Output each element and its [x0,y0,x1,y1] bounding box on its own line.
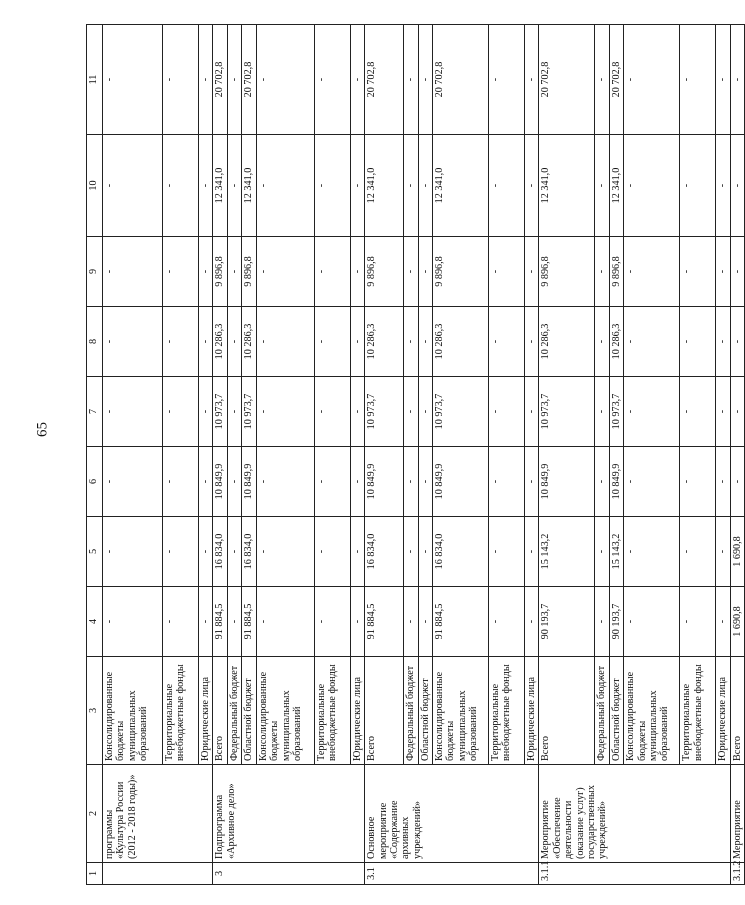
amount-cell: - [524,135,538,237]
funding-source-cell: Федеральный бюджет [404,657,418,765]
amount-cell: 90 193,7 [539,587,595,657]
amount-cell: - [716,237,730,307]
funding-table [86,24,745,885]
amount-cell: - [595,237,609,307]
amount-cell: - [227,447,241,517]
amount-cell: 10 973,7 [432,377,488,447]
amount-cell: - [256,237,314,307]
amount-cell: 9 896,8 [609,237,623,307]
amount-cell: - [314,587,350,657]
table-row [227,25,241,885]
amount-cell: - [350,587,364,657]
amount-cell: - [595,377,609,447]
amount-cell: - [524,447,538,517]
table-row [624,25,680,885]
amount-cell: - [680,135,716,237]
amount-cell: - [595,517,609,587]
table-row [365,25,404,885]
funding-source-cell: Областной бюджет [609,657,623,765]
amount-cell: - [595,135,609,237]
table-row [432,25,488,885]
amount-cell: - [680,447,716,517]
amount-cell: - [314,237,350,307]
amount-cell: - [227,237,241,307]
amount-cell: 10 973,7 [609,377,623,447]
column-header: 10 [87,135,103,237]
amount-cell: - [488,587,524,657]
amount-cell: - [350,377,364,447]
amount-cell: 20 702,8 [609,25,623,135]
table-row [716,25,730,885]
column-header: 8 [87,307,103,377]
amount-cell: 10 286,3 [539,307,595,377]
table-row [609,25,623,885]
amount-cell: - [103,517,163,587]
amount-cell: 15 143,2 [609,517,623,587]
table-row [680,25,716,885]
amount-cell: - [163,447,199,517]
table-row [404,25,418,885]
table-row [488,25,524,885]
amount-cell: 10 286,3 [213,307,227,377]
amount-cell: - [680,377,716,447]
amount-cell: - [418,377,432,447]
amount-cell: - [404,307,418,377]
amount-cell: - [199,135,213,237]
amount-cell: - [404,377,418,447]
amount-cell: 12 341,0 [213,135,227,237]
column-header: 4 [87,587,103,657]
funding-source-cell: Территориальные внебюджетные фонды [488,657,524,765]
amount-cell: - [163,25,199,135]
column-header: 2 [87,765,103,863]
funding-source-cell: Областной бюджет [418,657,432,765]
amount-cell: - [103,135,163,237]
table-row [539,25,595,885]
amount-cell: - [103,307,163,377]
amount-cell: 10 849,9 [609,447,623,517]
amount-cell: - [404,237,418,307]
column-header: 7 [87,377,103,447]
funding-source-cell: Консолидированные бюджеты муниципальных образований [256,657,314,765]
amount-cell: 10 286,3 [242,307,256,377]
amount-cell: 10 849,9 [365,447,404,517]
funding-source-cell: Юридические лица [199,657,213,765]
amount-cell: - [418,135,432,237]
amount-cell: - [680,517,716,587]
amount-cell: 10 973,7 [242,377,256,447]
table-row [256,25,314,885]
amount-cell: 91 884,5 [432,587,488,657]
funding-source-cell: Областной бюджет [242,657,256,765]
amount-cell: 16 834,0 [242,517,256,587]
amount-cell: - [256,135,314,237]
amount-cell: - [524,237,538,307]
amount-cell: - [680,237,716,307]
amount-cell: 10 973,7 [365,377,404,447]
amount-cell: - [524,517,538,587]
amount-cell: - [350,135,364,237]
funding-source-cell: Консолидированные бюджеты муниципальных образований [103,657,163,765]
funding-source-cell: Консолидированные бюджеты муниципальных образований [432,657,488,765]
amount-cell: - [199,587,213,657]
amount-cell: - [314,135,350,237]
amount-cell: 91 884,5 [242,587,256,657]
amount-cell: - [256,307,314,377]
table-row [242,25,256,885]
amount-cell: - [103,587,163,657]
amount-cell: 12 341,0 [432,135,488,237]
amount-cell: 9 896,8 [213,237,227,307]
amount-cell: - [524,25,538,135]
amount-cell: 16 834,0 [213,517,227,587]
amount-cell: 20 702,8 [213,25,227,135]
table-row [595,25,609,885]
amount-cell: - [256,587,314,657]
amount-cell: 12 341,0 [609,135,623,237]
amount-cell: - [227,517,241,587]
amount-cell: - [488,135,524,237]
amount-cell: 9 896,8 [432,237,488,307]
amount-cell: - [488,25,524,135]
amount-cell: - [256,377,314,447]
amount-cell: - [595,447,609,517]
amount-cell: - [163,377,199,447]
amount-cell: 10 286,3 [432,307,488,377]
table-row [524,25,538,885]
column-header: 1 [87,863,103,885]
funding-source-cell: Всего [730,657,744,765]
amount-cell: - [716,447,730,517]
program-name-cell: Мероприятие «Обеспечение деятельности (оказание услуг) государственных учреждений» [539,765,730,863]
funding-source-cell: Юридические лица [716,657,730,765]
funding-source-cell: Территориальные внебюджетные фонды [314,657,350,765]
amount-cell: - [404,447,418,517]
amount-cell: - [730,25,744,135]
amount-cell: 10 973,7 [539,377,595,447]
amount-cell: - [730,447,744,517]
amount-cell: 10 973,7 [213,377,227,447]
amount-cell: 20 702,8 [242,25,256,135]
amount-cell: - [227,587,241,657]
table-row [199,25,213,885]
funding-source-cell: Федеральный бюджет [227,657,241,765]
amount-cell: - [103,237,163,307]
amount-cell: - [595,307,609,377]
amount-cell: 10 286,3 [609,307,623,377]
amount-cell: - [716,307,730,377]
amount-cell: - [680,25,716,135]
program-name-cell: Основное мероприятие «Содержание архивных учреждений» [365,765,539,863]
amount-cell: 9 896,8 [539,237,595,307]
table-row [730,25,744,885]
amount-cell: - [103,447,163,517]
amount-cell: - [624,25,680,135]
amount-cell: - [418,307,432,377]
amount-cell: - [404,135,418,237]
amount-cell: - [350,25,364,135]
column-header: 5 [87,517,103,587]
amount-cell: - [624,447,680,517]
funding-source-cell: Территориальные внебюджетные фонды [163,657,199,765]
amount-cell: 12 341,0 [365,135,404,237]
amount-cell: 1 690,8 [730,517,744,587]
amount-cell: - [624,237,680,307]
column-header: 6 [87,447,103,517]
amount-cell: 10 286,3 [365,307,404,377]
amount-cell: - [488,377,524,447]
amount-cell: - [716,25,730,135]
amount-cell: - [350,237,364,307]
amount-cell: - [199,447,213,517]
amount-cell: - [199,307,213,377]
amount-cell: 12 341,0 [539,135,595,237]
amount-cell: - [730,377,744,447]
row-code-cell: 3.1 [365,863,539,885]
amount-cell: - [624,587,680,657]
amount-cell: - [488,447,524,517]
amount-cell: 20 702,8 [365,25,404,135]
amount-cell: - [256,447,314,517]
amount-cell: - [103,25,163,135]
amount-cell: - [350,447,364,517]
amount-cell: 91 884,5 [213,587,227,657]
amount-cell: 16 834,0 [365,517,404,587]
funding-source-cell: Консолидированные бюджеты муниципальных образований [624,657,680,765]
page-number: 65 [34,422,51,437]
amount-cell: - [488,237,524,307]
amount-cell: - [730,237,744,307]
amount-cell: 91 884,5 [365,587,404,657]
table-row [163,25,199,885]
amount-cell: 1 690,8 [730,587,744,657]
amount-cell: - [418,237,432,307]
amount-cell: - [595,25,609,135]
amount-cell: - [227,25,241,135]
amount-cell: - [716,587,730,657]
row-code-cell: 3.1.2 [730,863,744,885]
table-row [350,25,364,885]
amount-cell: - [488,517,524,587]
amount-cell: - [524,587,538,657]
amount-cell: - [227,307,241,377]
amount-cell: 10 849,9 [539,447,595,517]
amount-cell: - [314,447,350,517]
table-row [314,25,350,885]
row-code-cell [103,863,213,885]
amount-cell: - [199,237,213,307]
program-name-cell: программы «Культура России (2012 - 2018 годы)» [103,765,213,863]
amount-cell: - [350,517,364,587]
amount-cell: - [103,377,163,447]
amount-cell: - [716,135,730,237]
amount-cell: - [680,587,716,657]
amount-cell: - [256,517,314,587]
amount-cell: - [350,307,364,377]
amount-cell: - [199,25,213,135]
rotated-table-container [86,25,743,885]
amount-cell: - [418,25,432,135]
amount-cell: 10 849,9 [432,447,488,517]
amount-cell: - [418,587,432,657]
amount-cell: - [716,517,730,587]
table-row [213,25,227,885]
funding-source-cell: Территориальные внебюджетные фонды [680,657,716,765]
column-header: 9 [87,237,103,307]
column-header: 3 [87,657,103,765]
funding-source-cell: Юридические лица [350,657,364,765]
amount-cell: - [524,307,538,377]
amount-cell: 15 143,2 [539,517,595,587]
amount-cell: - [227,377,241,447]
amount-cell: - [624,517,680,587]
amount-cell: - [404,587,418,657]
amount-cell: 12 341,0 [242,135,256,237]
amount-cell: - [314,517,350,587]
header-row [87,25,103,885]
amount-cell: 20 702,8 [432,25,488,135]
amount-cell: 10 849,9 [242,447,256,517]
amount-cell: - [624,377,680,447]
column-header: 11 [87,25,103,135]
funding-source-cell: Всего [539,657,595,765]
amount-cell: - [716,377,730,447]
amount-cell: 20 702,8 [539,25,595,135]
amount-cell: - [418,517,432,587]
amount-cell: - [404,517,418,587]
amount-cell: - [595,587,609,657]
program-name-cell: Мероприятие [730,765,744,863]
amount-cell: - [314,25,350,135]
amount-cell: - [314,307,350,377]
amount-cell: - [199,517,213,587]
funding-source-cell: Всего [365,657,404,765]
amount-cell: - [256,25,314,135]
amount-cell: - [730,307,744,377]
amount-cell: 9 896,8 [365,237,404,307]
funding-source-cell: Всего [213,657,227,765]
funding-source-cell: Федеральный бюджет [595,657,609,765]
amount-cell: 16 834,0 [432,517,488,587]
row-code-cell: 3.1.1 [539,863,730,885]
amount-cell: - [418,447,432,517]
amount-cell: - [163,587,199,657]
amount-cell: - [524,377,538,447]
table-row [418,25,432,885]
amount-cell: - [163,307,199,377]
amount-cell: 90 193,7 [609,587,623,657]
amount-cell: - [730,135,744,237]
program-name-cell: Подпрограмма «Архивное дело» [213,765,365,863]
amount-cell: - [314,377,350,447]
amount-cell: - [163,135,199,237]
table-row [103,25,163,885]
amount-cell: - [227,135,241,237]
amount-cell: - [680,307,716,377]
amount-cell: - [624,135,680,237]
amount-cell: 9 896,8 [242,237,256,307]
amount-cell: - [163,237,199,307]
amount-cell: 10 849,9 [213,447,227,517]
amount-cell: - [404,25,418,135]
amount-cell: - [488,307,524,377]
row-code-cell: 3 [213,863,365,885]
amount-cell: - [163,517,199,587]
amount-cell: - [624,307,680,377]
funding-source-cell: Юридические лица [524,657,538,765]
amount-cell: - [199,377,213,447]
